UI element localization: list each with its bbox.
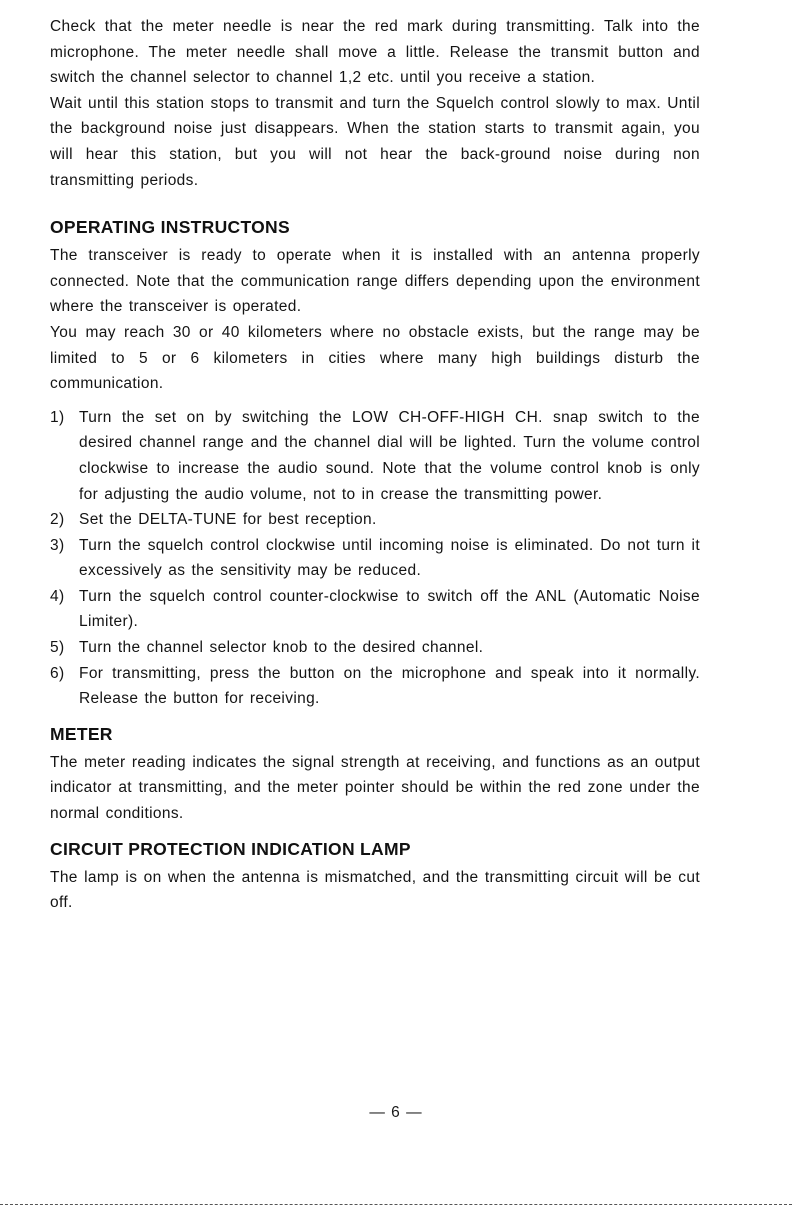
spacer — [50, 712, 700, 722]
circuit-protection-heading: CIRCUIT PROTECTION INDICATION LAMP — [50, 838, 411, 859]
page-number: — 6 — — [369, 1104, 423, 1121]
manual-page — [50, 14, 700, 916]
step-number: 4) — [50, 587, 65, 605]
step-number: 5) — [50, 639, 65, 657]
step-number: 1) — [50, 408, 65, 426]
step-number: 3) — [50, 536, 65, 554]
step-text: Set the DELTA-TUNE for best reception. — [79, 511, 377, 529]
list-item — [50, 635, 700, 661]
step-text: For transmitting, press the button on the microphone and speak into it normally. Release the button for receiving. — [79, 664, 700, 708]
step-number: 6) — [50, 664, 65, 682]
circuit-protection-paragraph: The lamp is on when the antenna is mismatched, and the transmitting circuit will be cut off. — [50, 868, 700, 912]
intro-paragraph-2: Wait until this station stops to transmit and turn the Squelch control slowly to max. Until the background noise just disappears. When the station starts to transmit again, you will hear this station, but you will not hear the back-ground noise during non transmitting periods. — [50, 94, 700, 189]
operating-paragraph-1: The transceiver is ready to operate when it is installed with an antenna properly connected. Note that the communication range differs depending upon the environment where the transceiver is operated. — [50, 247, 700, 316]
page-bottom-edge — [0, 1204, 792, 1205]
meter-heading: METER — [50, 723, 113, 744]
spacer — [50, 397, 700, 405]
operating-paragraph-2: You may reach 30 or 40 kilometers where no obstacle exists, but the range may be limited to 5 or 6 kilometers in cities where many high buildings disturb the communication. — [50, 323, 700, 393]
step-number: 2) — [50, 511, 65, 529]
step-text: Turn the set on by switching the LOW CH-OFF-HIGH CH. snap switch to the desired channel range and the channel dial will be lighted. Turn the volume control clockwise to increase the audio sound. Note that the volume control knob is only for adjusting the audio volume, not to in crease the transmitting power. — [79, 408, 700, 503]
step-text: Turn the squelch control clockwise until incoming noise is eliminated. Do not turn it excessively as the sensitivity may be reduced. — [79, 536, 700, 580]
meter-paragraph: The meter reading indicates the signal strength at receiving, and functions as an output indicator at transmitting, and the meter pointer should be within the red zone under the normal conditions. — [50, 753, 700, 823]
step-text: Turn the squelch control counter-clockwise to switch off the ANL (Automatic Noise Limiter). — [79, 587, 700, 631]
list-item — [50, 661, 700, 712]
spacer — [50, 205, 700, 215]
list-item — [50, 584, 700, 635]
list-item — [50, 405, 700, 507]
spacer — [50, 827, 700, 837]
step-text: Turn the channel selector knob to the desired channel. — [79, 639, 484, 657]
operating-instructions-heading: OPERATING INSTRUCTONS — [50, 217, 290, 238]
list-item — [50, 507, 700, 533]
intro-paragraph-1: Check that the meter needle is near the red mark during transmitting. Talk into the microphone. The meter needle shall move a little. Release the transmit button and switch the channel selector to channel 1,2 etc. until you receive a station. — [50, 18, 700, 87]
list-item — [50, 533, 700, 584]
operating-steps-list — [50, 405, 700, 712]
